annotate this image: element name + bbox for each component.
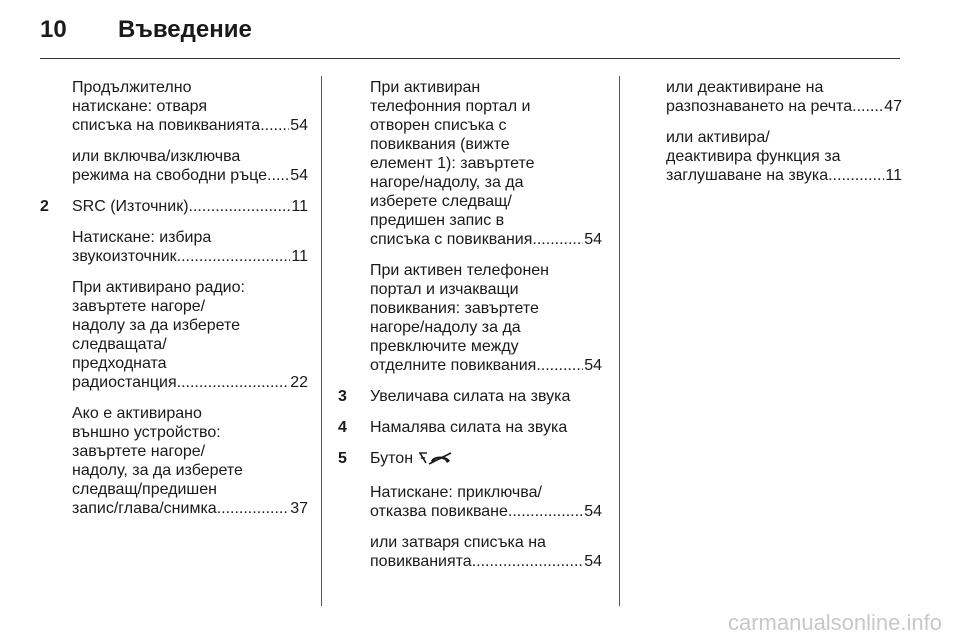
list-item-5: [338, 449, 602, 471]
list-item-3: [338, 387, 602, 406]
item-number: 3: [338, 388, 347, 405]
entry-line: заглушаване на звука ..... 11: [666, 166, 902, 185]
text-line: или активира/: [666, 129, 770, 146]
text-line: нагоре/надолу, за да: [370, 174, 524, 191]
page-ref: 54: [290, 117, 308, 134]
paragraph: [370, 261, 602, 375]
page-header: [40, 14, 920, 50]
text-line: При активен телефонен: [370, 262, 550, 279]
text-line: следващата/: [72, 336, 167, 353]
phone-hangup-icon: [417, 450, 455, 471]
text-line: завъртете нагоре/: [72, 443, 206, 460]
chapter-title: Въведение: [118, 16, 252, 43]
paragraph: [370, 78, 602, 249]
text-line: натискане: отваря: [72, 98, 207, 115]
paragraph: [370, 533, 602, 571]
page-ref: 54: [584, 231, 602, 248]
page-ref: 54: [290, 167, 308, 184]
text-line: или затваря списъка на: [370, 534, 546, 551]
paragraph: [72, 147, 308, 185]
paragraph: [666, 128, 902, 185]
list-item-2: [40, 197, 308, 216]
text-line: предходната: [72, 355, 167, 372]
paragraph: [72, 228, 308, 266]
entry-line: запис/глава/снимка ..... 37: [72, 499, 308, 518]
text-line: отворен списъка с: [370, 117, 507, 134]
entry-line: звукоизточник ..... 11: [72, 247, 308, 266]
entry-line: SRC (Източник) ..... 11: [72, 197, 308, 216]
text-line: Ако е активирано: [72, 405, 202, 422]
text-line: Намалява силата на звука: [370, 419, 568, 436]
text-line: При активиран: [370, 79, 481, 96]
entry-line: отделните повиквания ..... 54: [370, 356, 602, 375]
column-divider-2: [619, 76, 620, 606]
text-line: При активирано радио:: [72, 279, 245, 296]
entry-line: списъка на повикванията ..... 54: [72, 116, 308, 135]
text-line: или включва/изключва: [72, 148, 241, 165]
column-divider-1: [321, 76, 322, 606]
entry-line: режима на свободни ръце ..... 54: [72, 166, 308, 185]
entry-line: разпознаването на речта ..... 47: [666, 97, 902, 116]
column-1: [40, 78, 308, 530]
text-line: Натискане: избира: [72, 229, 212, 246]
page-ref: 22: [290, 374, 308, 391]
text-line: или деактивиране на: [666, 79, 824, 96]
text-line: предишен запис в: [370, 212, 505, 229]
text-line: надолу, за да изберете: [72, 462, 243, 479]
header-rule: [40, 58, 900, 59]
column-2: [338, 78, 602, 583]
text-line: завъртете нагоре/: [72, 298, 206, 315]
paragraph: [72, 78, 308, 135]
list-item-4: [338, 418, 602, 437]
text-line: следващ/предишен: [72, 481, 217, 498]
item-number: 5: [338, 450, 347, 467]
page-ref: 11: [291, 198, 308, 215]
text-line: телефонния портал и: [370, 98, 531, 115]
text-line: портал и изчакващи: [370, 281, 519, 298]
page-ref: 11: [291, 248, 308, 265]
item-number: 4: [338, 419, 347, 436]
text-line: Увеличава силата на звука: [370, 388, 571, 405]
text-line: превключите между: [370, 338, 519, 355]
page-ref: 54: [584, 553, 602, 570]
text-line: деактивира функция за: [666, 148, 841, 165]
text-line: Бутон: [370, 449, 602, 471]
entry-line: отказва повикване ..... 54: [370, 502, 602, 521]
paragraph: [72, 404, 308, 518]
page-ref: 47: [884, 98, 902, 115]
watermark: carmanualsonline.info: [727, 610, 942, 635]
page-ref: 11: [885, 167, 902, 184]
text-line: елемент 1): завъртете: [370, 155, 535, 172]
text-line: повиквания: завъртете: [370, 300, 539, 317]
item-number: 2: [40, 198, 49, 215]
page-ref: 54: [584, 503, 602, 520]
text-line: Натискане: приключва/: [370, 484, 542, 501]
text-line: повиквания (вижте: [370, 136, 510, 153]
page-ref: 37: [290, 500, 308, 517]
text-line: надолу за да изберете: [72, 317, 241, 334]
paragraph: [666, 78, 902, 116]
entry-line: списъка с повиквания ..... 54: [370, 230, 602, 249]
paragraph: [72, 278, 308, 392]
column-3: [666, 78, 902, 197]
text-line: нагоре/надолу за да: [370, 319, 521, 336]
page-ref: 54: [584, 357, 602, 374]
text-line: външно устройство:: [72, 424, 221, 441]
entry-line: радиостанция ..... 22: [72, 373, 308, 392]
page-number: 10: [40, 16, 67, 43]
text-line: Продължително: [72, 79, 192, 96]
entry-line: повикванията ..... 54: [370, 552, 602, 571]
paragraph: [370, 483, 602, 521]
text-line: изберете следващ/: [370, 193, 512, 210]
